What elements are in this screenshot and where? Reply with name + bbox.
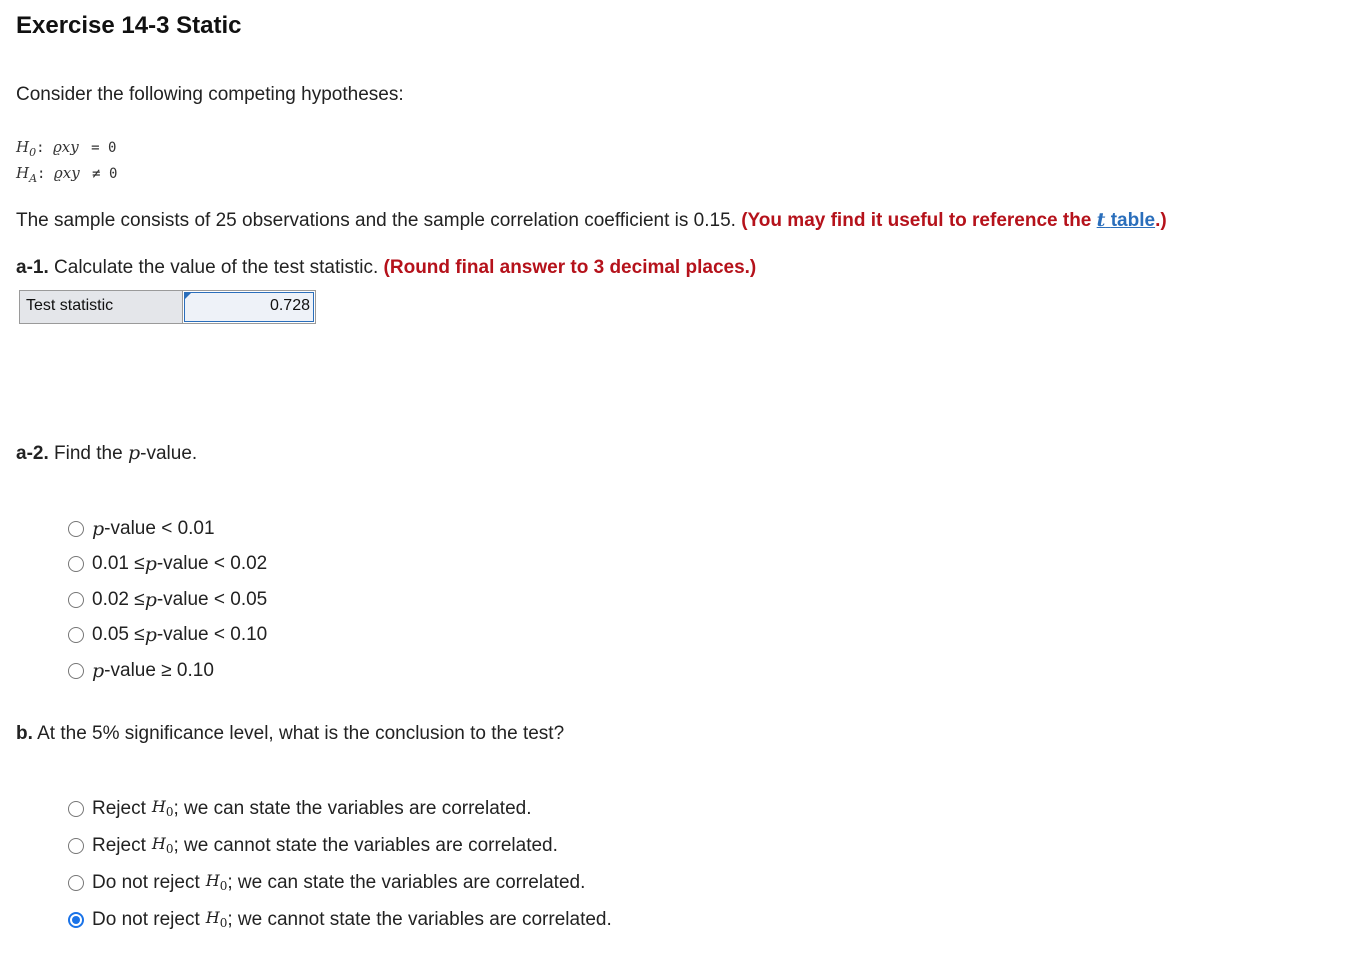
null-hypothesis-param: ϱxy — [52, 138, 79, 156]
test-statistic-value: 0.728 — [269, 297, 310, 314]
question-a1-label: a-1. — [16, 257, 49, 278]
radio-button[interactable] — [68, 838, 84, 854]
radio-button[interactable] — [68, 521, 84, 537]
pvalue-option[interactable]: 0.05 ≤ p -value < 0.10 — [68, 618, 267, 654]
null-hypothesis-symbol: $H_0$ — [16, 138, 37, 159]
pvalue-option[interactable]: 0.02 ≤ p -value < 0.05 — [68, 582, 267, 618]
conclusion-option[interactable]: Reject $H_0$ ; we cannot state the variables are correlated. — [68, 827, 612, 864]
question-a2-label: a-2. — [16, 443, 49, 464]
conclusion-option[interactable]: Do not reject $H_0$ ; we can state the variables are correlated. — [68, 864, 612, 901]
conclusion-option-selected[interactable]: Do not reject $H_0$ ; we cannot state the variables are correlated. — [68, 901, 612, 938]
intro-text: Consider the following competing hypotheses: — [16, 84, 404, 105]
null-hypothesis: $H_0$: ϱxy = 0 — [16, 138, 117, 159]
radio-button[interactable] — [68, 875, 84, 891]
sample-text: The sample consists of 25 observations and the sample correlation coefficient is 0.15. — [16, 210, 736, 231]
pvalue-option[interactable]: p -value ≥ 0.10 — [68, 653, 267, 689]
test-statistic-label: Test statistic — [20, 291, 183, 323]
alt-hypothesis-symbol: $H_A$ — [16, 164, 38, 185]
null-hypothesis-operator: = — [91, 140, 100, 156]
sample-description — [16, 209, 1167, 232]
test-statistic-input[interactable] — [184, 292, 314, 322]
t-table-link[interactable]: t table — [1096, 209, 1156, 231]
question-a1-instruction: (Round final answer to 3 decimal places.) — [383, 257, 757, 278]
alt-hypothesis-param: ϱxy — [53, 164, 80, 182]
conclusion-option[interactable]: Reject $H_0$ ; we can state the variables are correlated. — [68, 790, 612, 827]
radio-button[interactable] — [68, 556, 84, 572]
pvalue-options — [68, 511, 267, 689]
question-b-label: b. — [16, 723, 33, 744]
radio-button[interactable] — [68, 592, 84, 608]
null-hypothesis-value: 0 — [108, 140, 117, 156]
conclusion-options — [68, 790, 612, 938]
alt-hypothesis-operator: ≠ — [92, 166, 101, 182]
question-b-text: At the 5% significance level, what is the conclusion to the test? — [37, 723, 565, 744]
radio-button[interactable] — [68, 663, 84, 679]
question-a1 — [16, 257, 756, 279]
alt-hypothesis-value: 0 — [109, 166, 118, 182]
pvalue-option[interactable]: 0.01 ≤ p -value < 0.02 — [68, 547, 267, 583]
input-flag-icon — [184, 292, 192, 300]
radio-button[interactable] — [68, 801, 84, 817]
reference-note: (You may find it useful to reference the t table.) — [741, 209, 1167, 231]
page-title: Exercise 14-3 Static — [16, 12, 242, 39]
question-b — [16, 723, 564, 745]
question-a1-text: Calculate the value of the test statistic. — [54, 257, 379, 278]
radio-button-selected[interactable] — [68, 912, 84, 928]
test-statistic-row — [19, 290, 316, 324]
alternative-hypothesis: $H_A$: ϱxy ≠ 0 — [16, 164, 118, 185]
pvalue-option[interactable]: p -value < 0.01 — [68, 511, 267, 547]
question-a2: a-2. Find the p-value. — [16, 442, 198, 464]
radio-button[interactable] — [68, 627, 84, 643]
